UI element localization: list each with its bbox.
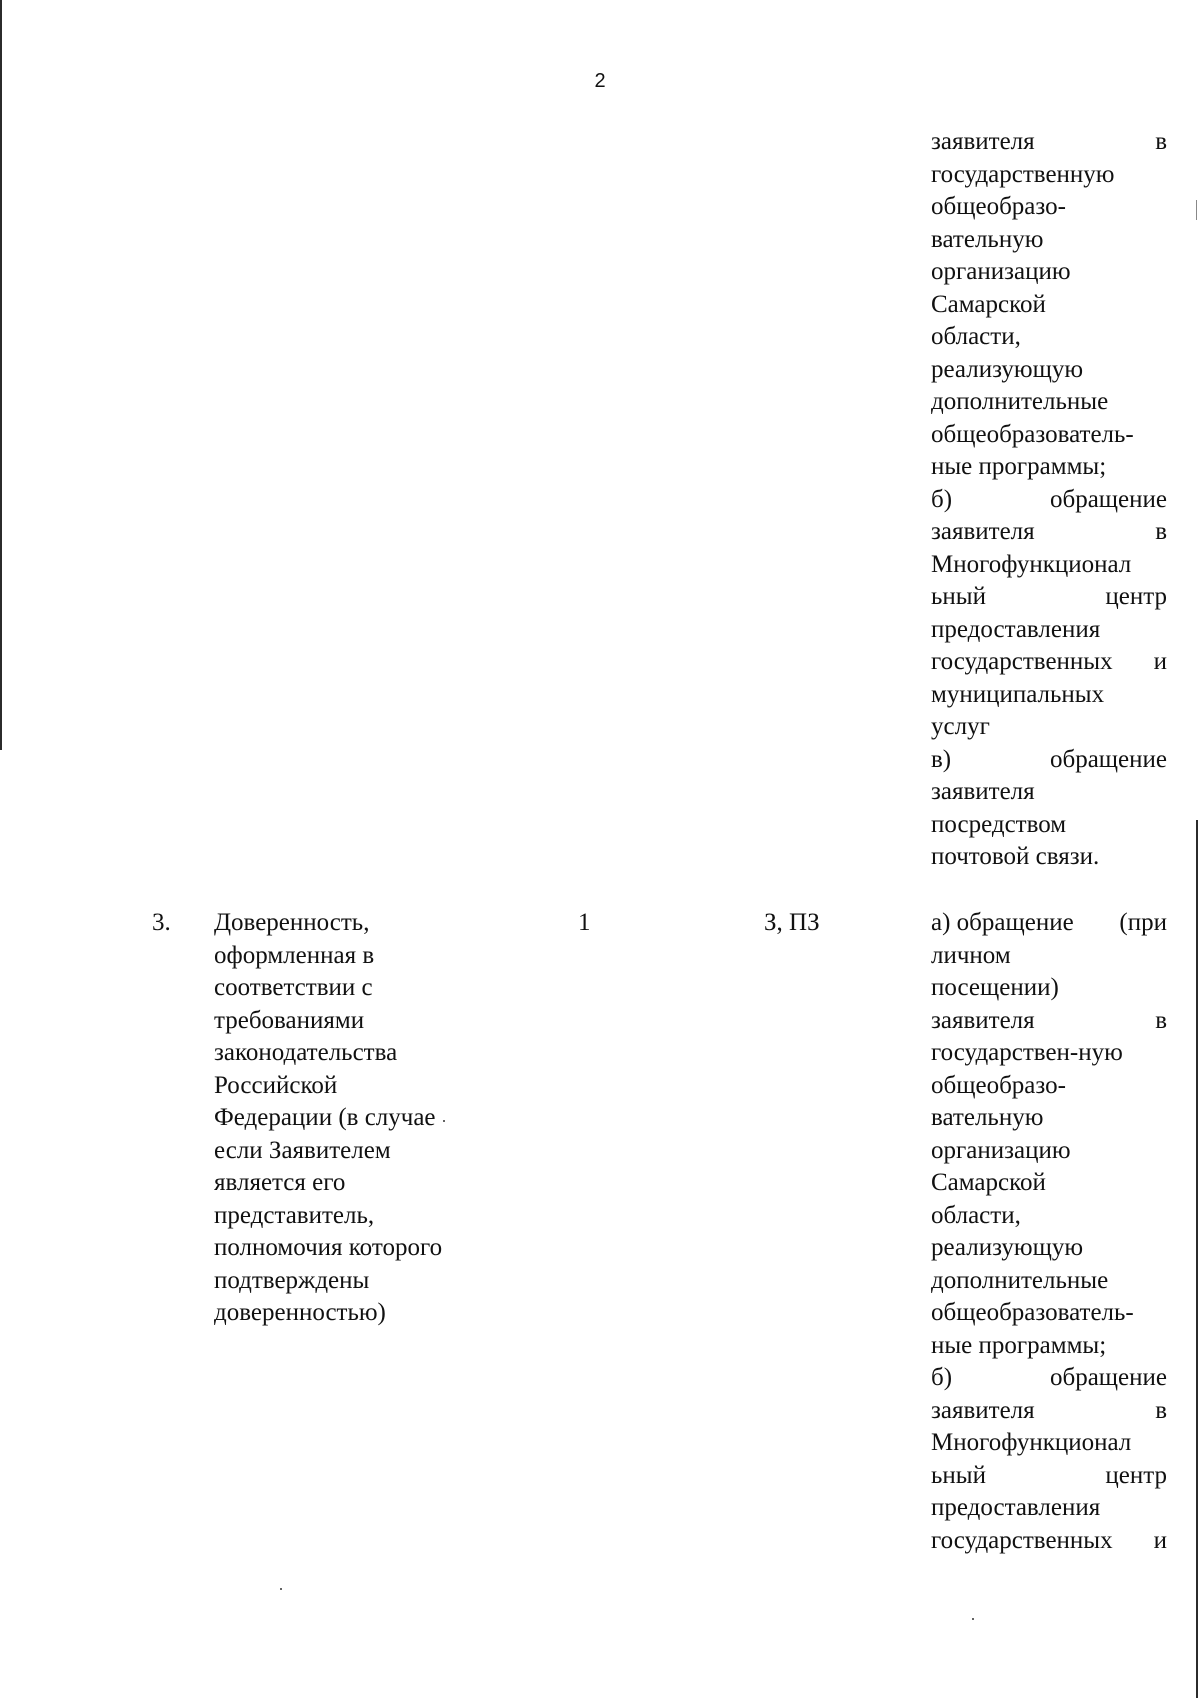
text-line	[931, 1005, 1167, 1038]
text-word: заявителя	[931, 1396, 1035, 1424]
scan-speck	[280, 1588, 282, 1590]
text-word: посещении)	[931, 974, 1059, 1001]
text-line	[931, 419, 1167, 452]
text-word: б)	[931, 1364, 953, 1391]
text-line: соответствии с	[214, 974, 373, 1001]
row-3-type: З, ПЗ	[764, 909, 820, 936]
text-word: общеобразо-	[931, 1071, 1066, 1099]
text-word: вательную	[931, 225, 1044, 253]
text-line: доверенностью)	[214, 1299, 386, 1326]
text-line	[931, 1070, 1167, 1103]
text-line	[931, 614, 1167, 647]
text-word: государственных	[931, 1526, 1113, 1554]
text-line	[931, 549, 1167, 582]
text-line	[931, 159, 1167, 192]
text-line: подтверждены	[214, 1266, 370, 1294]
text-word: заявителя	[931, 778, 1035, 805]
text-word: б)	[931, 485, 953, 513]
row-3-document-name	[214, 907, 442, 1330]
text-word: обращение	[1049, 1364, 1167, 1391]
text-line	[931, 256, 1167, 289]
text-line	[931, 1232, 1167, 1265]
text-line	[931, 972, 1167, 1005]
text-word: центр	[1105, 583, 1167, 610]
text-line	[931, 1525, 1167, 1558]
text-line	[931, 1395, 1167, 1428]
text-word: общеобразо-	[931, 193, 1066, 220]
text-word: Самарской	[931, 290, 1046, 318]
text-line	[931, 841, 1167, 874]
text-word: государствен-ную	[931, 1039, 1123, 1066]
text-line	[931, 907, 1167, 940]
text-word: в	[1155, 128, 1167, 155]
text-word: дополнительные	[931, 1266, 1109, 1294]
text-word: личном	[931, 941, 1011, 969]
text-word: реализующую	[931, 1234, 1084, 1261]
text-line	[931, 1167, 1167, 1200]
text-line	[931, 321, 1167, 354]
page-edge-left	[0, 0, 2, 750]
text-line	[931, 386, 1167, 419]
text-word: предоставления	[931, 615, 1101, 643]
text-line: требованиями	[214, 1006, 365, 1034]
text-word: ные программы;	[931, 1331, 1107, 1359]
text-word: обращение	[1049, 745, 1167, 773]
text-word: вательную	[931, 1104, 1044, 1131]
text-line	[931, 1330, 1167, 1363]
text-word: заявителя	[931, 1006, 1035, 1034]
scan-speck	[972, 1618, 974, 1620]
text-word: ьный	[931, 583, 986, 610]
text-word: а) обращение	[931, 909, 1074, 936]
text-word: Многофункционал	[931, 550, 1132, 578]
text-line: представитель,	[214, 1201, 375, 1229]
text-word: общеобразователь-	[931, 420, 1134, 448]
text-word: заявителя	[931, 128, 1035, 155]
text-word: государственных	[931, 648, 1113, 675]
text-word: (при	[1119, 909, 1167, 936]
text-word: центр	[1105, 1461, 1167, 1489]
text-word: в	[1155, 1396, 1167, 1424]
text-line	[931, 679, 1167, 712]
page-number: 2	[594, 70, 606, 92]
row-3-method	[931, 907, 1167, 1557]
text-line: Федерации (в случае	[214, 1104, 436, 1131]
text-word: Многофункционал	[931, 1429, 1132, 1456]
page-edge-mark	[1196, 200, 1197, 220]
text-line	[931, 484, 1167, 517]
text-line: оформленная в	[214, 941, 375, 969]
text-line	[931, 1427, 1167, 1460]
text-line	[931, 1200, 1167, 1233]
text-line	[931, 191, 1167, 224]
text-line: Российской	[214, 1071, 338, 1099]
text-line	[931, 451, 1167, 484]
text-word: Самарской	[931, 1169, 1046, 1196]
text-line	[931, 354, 1167, 387]
text-line	[931, 289, 1167, 322]
text-line	[931, 1297, 1167, 1330]
text-word: дополнительные	[931, 388, 1109, 415]
text-line	[931, 581, 1167, 614]
row-3-number: 3.	[152, 909, 171, 936]
text-line	[931, 224, 1167, 257]
text-line	[931, 809, 1167, 842]
text-line	[931, 1135, 1167, 1168]
text-word: посредством	[931, 810, 1067, 838]
text-line: является его	[214, 1169, 346, 1196]
text-line	[931, 1102, 1167, 1135]
text-word: области,	[931, 1201, 1021, 1229]
text-word: ные программы;	[931, 453, 1107, 480]
text-line	[931, 1037, 1167, 1070]
text-word: государственную	[931, 160, 1115, 188]
continuation-cell	[931, 126, 1167, 874]
text-word: ьный	[931, 1461, 986, 1489]
text-line	[931, 711, 1167, 744]
text-line	[931, 1362, 1167, 1395]
text-line	[931, 776, 1167, 809]
text-word: реализующую	[931, 355, 1084, 383]
text-word: и	[1153, 1526, 1167, 1554]
text-word: предоставления	[931, 1494, 1101, 1521]
text-line	[931, 646, 1167, 679]
text-line	[931, 940, 1167, 973]
text-line	[931, 744, 1167, 777]
page-edge-right	[1196, 820, 1198, 1698]
text-line	[931, 1492, 1167, 1525]
scan-speck	[443, 1120, 445, 1122]
text-word: заявителя	[931, 518, 1035, 545]
text-line	[931, 1460, 1167, 1493]
text-word: области,	[931, 323, 1021, 350]
text-word: и	[1153, 648, 1167, 675]
text-line	[931, 126, 1167, 159]
text-word: услуг	[931, 713, 990, 740]
text-word: обращение	[1049, 485, 1167, 513]
text-line	[931, 516, 1167, 549]
text-word: в)	[931, 745, 952, 773]
text-line	[931, 1265, 1167, 1298]
text-line: Доверенность,	[214, 909, 370, 936]
text-word: общеобразователь-	[931, 1299, 1134, 1326]
text-line: законодательства	[214, 1039, 398, 1066]
row-3-quantity: 1	[578, 909, 591, 936]
text-line: полномочия которого	[214, 1234, 443, 1261]
text-word: в	[1155, 518, 1167, 545]
text-word: муниципальных	[931, 680, 1105, 708]
text-word: организацию	[931, 258, 1071, 285]
text-word: почтовой связи.	[931, 843, 1100, 870]
text-word: в	[1155, 1006, 1167, 1034]
text-line: если Заявителем	[214, 1136, 391, 1164]
text-word: организацию	[931, 1136, 1071, 1164]
